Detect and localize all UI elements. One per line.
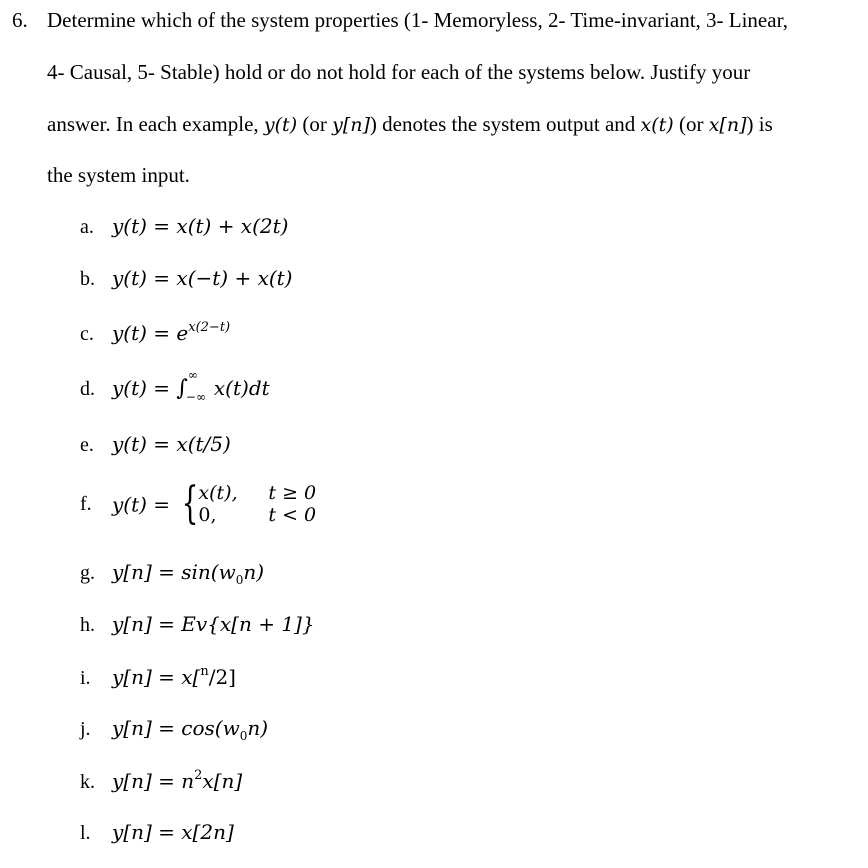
integral-limits (185, 368, 214, 404)
item-label: j. (80, 718, 91, 740)
item-label: k. (80, 771, 95, 793)
item-equation (112, 478, 317, 529)
left-brace: { (182, 478, 199, 529)
list-item-d (80, 368, 270, 404)
list-item-f (80, 478, 317, 529)
case-condition: t ≥ 0 (268, 482, 317, 504)
question-text-line-3 (47, 112, 773, 137)
subscript: 0 (235, 573, 244, 587)
exponent: x(2−t) (188, 320, 231, 335)
text-segment: answer. In each example, (47, 112, 264, 136)
item-equation (112, 716, 269, 743)
output-symbol-discrete: y[n] (332, 114, 370, 136)
question-text-line-1: Determine which of the system properties (1- Memoryless, 2- Time-invariant, 3- Linear, (47, 8, 788, 32)
equation-lhs: y[n] = x[ (112, 665, 201, 689)
equation-lhs: y[n] = n (112, 769, 195, 793)
input-symbol-continuous: x(t) (640, 114, 674, 136)
text-segment: ) is (746, 112, 773, 136)
item-label: l. (80, 822, 91, 844)
output-symbol-continuous: y(t) (263, 114, 298, 136)
item-equation: y(t) = x(t) + x(2t) (112, 214, 289, 238)
item-equation: y(t) = x(t/5) (112, 432, 231, 456)
case-value: 0, (198, 504, 217, 526)
list-item-h (80, 612, 315, 637)
item-equation: y[n] = Ev{x[n + 1]} (112, 612, 315, 636)
item-label: d. (80, 377, 95, 400)
item-equation: y(t) = x(−t) + x(t) (112, 266, 293, 290)
item-label: h. (80, 614, 95, 636)
item-equation (112, 769, 242, 793)
integral-upper-limit: ∞ (187, 368, 198, 382)
text-segment: (or (673, 112, 709, 136)
superscript: 2 (194, 768, 203, 783)
subscript: 0 (239, 729, 248, 743)
list-item-e (80, 432, 231, 457)
equation-lhs: y(t) = (112, 492, 177, 516)
equation-lhs: y(t) = e (112, 321, 189, 345)
equation-lhs: y[n] = cos(w (112, 716, 240, 740)
list-item-c (80, 320, 230, 346)
item-label: i. (80, 667, 91, 689)
case-value: x(t), (198, 482, 238, 504)
list-item-b (80, 266, 293, 291)
equation-rhs: n) (243, 560, 265, 584)
integrand: x(t)dt (213, 375, 270, 400)
piecewise-cases (198, 482, 316, 526)
list-item-j (80, 716, 268, 743)
integral-lower-limit: −∞ (185, 390, 206, 404)
item-label: e. (80, 434, 94, 456)
item-label: b. (80, 268, 95, 290)
list-item-l (80, 820, 234, 845)
integral-sign: ∫ (176, 375, 188, 401)
fraction-numerator: n (200, 664, 209, 679)
item-equation (112, 665, 236, 689)
item-label: f. (80, 492, 92, 515)
equation-lhs: y[n] = sin(w (112, 560, 236, 584)
case-row (198, 482, 316, 504)
text-segment: ) denotes the system output and (369, 112, 641, 136)
item-label: c. (80, 323, 94, 345)
question-number: 6. (12, 8, 28, 32)
item-label: a. (80, 216, 94, 238)
question-text-line-2: 4- Causal, 5- Stable) hold or do not hold for each of the systems below. Justify your (47, 60, 751, 84)
item-equation (112, 321, 230, 345)
list-item-a (80, 214, 288, 239)
item-equation (112, 368, 270, 404)
fraction-denominator: /2] (208, 665, 236, 689)
item-equation: y[n] = x[2n] (112, 820, 234, 844)
list-item-g (80, 560, 264, 587)
item-label: g. (80, 562, 95, 584)
list-item-k (80, 768, 242, 794)
case-row (198, 504, 316, 526)
item-equation (112, 560, 265, 587)
case-condition: t < 0 (268, 504, 317, 526)
equation-rhs: n) (247, 716, 269, 740)
text-segment: (or (297, 112, 333, 136)
list-item-i (80, 664, 236, 690)
input-symbol-discrete: x[n] (708, 114, 747, 136)
equation-rhs: x[n] (202, 769, 243, 793)
question-text-line-4: the system input. (47, 163, 190, 187)
equation-lhs: y(t) = (112, 375, 177, 400)
